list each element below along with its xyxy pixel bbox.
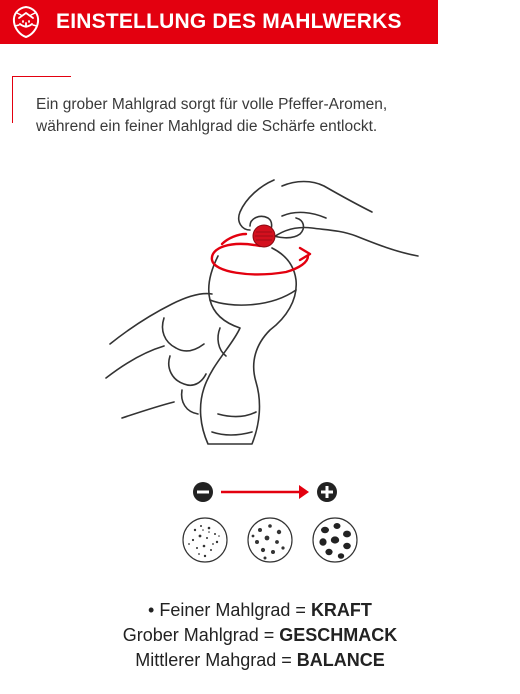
legend-line-1: • Feiner Mahlgrad = KRAFT — [148, 600, 372, 620]
header-banner — [0, 0, 438, 44]
intro-line-1: Ein grober Mahlgrad sorgt für volle Pfeffer-Aromen, — [36, 96, 388, 113]
coarse-grind-icon — [313, 518, 357, 562]
legend-line-2: Grober Mahlgrad = GESCHMACK — [122, 625, 398, 645]
page-title: EINSTELLUNG DES MAHLWERKS — [56, 10, 402, 33]
intro-text — [36, 94, 506, 138]
legend-line-3: Mittlerer Mahgrad = BALANCE — [135, 650, 385, 670]
lion-head-icon — [8, 4, 44, 40]
arrow-right-icon — [221, 485, 309, 499]
hand-turning-pepper-mill-icon — [100, 168, 430, 468]
grind-scale — [175, 480, 365, 580]
medium-grind-icon — [248, 518, 292, 562]
intro-line-2: während ein feiner Mahlgrad die Schärfe entlockt. — [36, 118, 378, 135]
plus-circle-icon — [317, 482, 337, 502]
grind-legend — [0, 598, 520, 673]
minus-circle-icon — [193, 482, 213, 502]
fine-grind-icon — [183, 518, 227, 562]
